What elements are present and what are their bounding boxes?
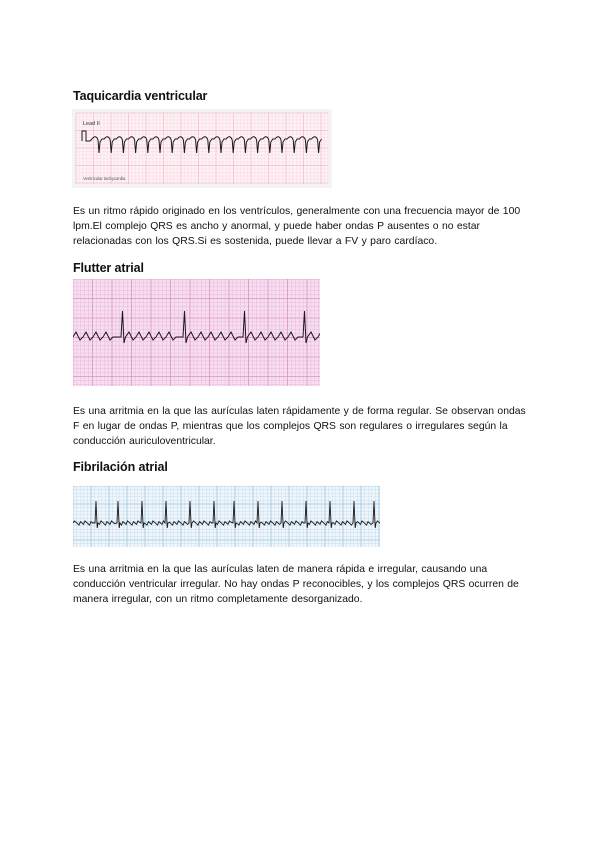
section-heading-vt: Taquicardia ventricular	[73, 89, 208, 103]
section-text-af: Es una arritmia en la que las aurículas laten de manera rápida e irregular, causando una conducción ventricular irregular. No hay ondas P reconocibles, y los complejos QRS ocurren de manera irregular, con un ritmo completamente desorganizado.	[73, 564, 519, 606]
ecg-af-image	[73, 486, 380, 547]
ecg-vt-graph	[72, 109, 332, 188]
section-heading-flutter: Flutter atrial	[73, 261, 144, 275]
section-text-vt: Es un ritmo rápido originado en los ventrículos, generalmente con una frecuencia mayor de 100 lpm.El complejo QRS es ancho y anormal, y puede haber ondas P ausentes o no estar relacionadas con los QRS.Si es sostenida, puede llevar a FV y paro cardíaco.	[73, 206, 521, 248]
ecg-vt-footer-label: Ventricular tachycardia	[83, 176, 126, 181]
ecg-flutter-graph	[73, 279, 320, 386]
section-text-flutter: Es una arritmia en la que las aurículas laten rápidamente y de forma regular. Se observan ondas F en lugar de ondas P, mientras que los complejos QRS son regulares o irregulares según la conducción auriculoventricular.	[73, 406, 526, 448]
section-heading-af: Fibrilación atrial	[73, 460, 168, 474]
ecg-af-graph	[73, 486, 380, 547]
ecg-vt-lead-label: Lead II	[83, 121, 100, 127]
ecg-flutter-image	[73, 279, 320, 386]
ecg-vt-image	[72, 109, 332, 188]
